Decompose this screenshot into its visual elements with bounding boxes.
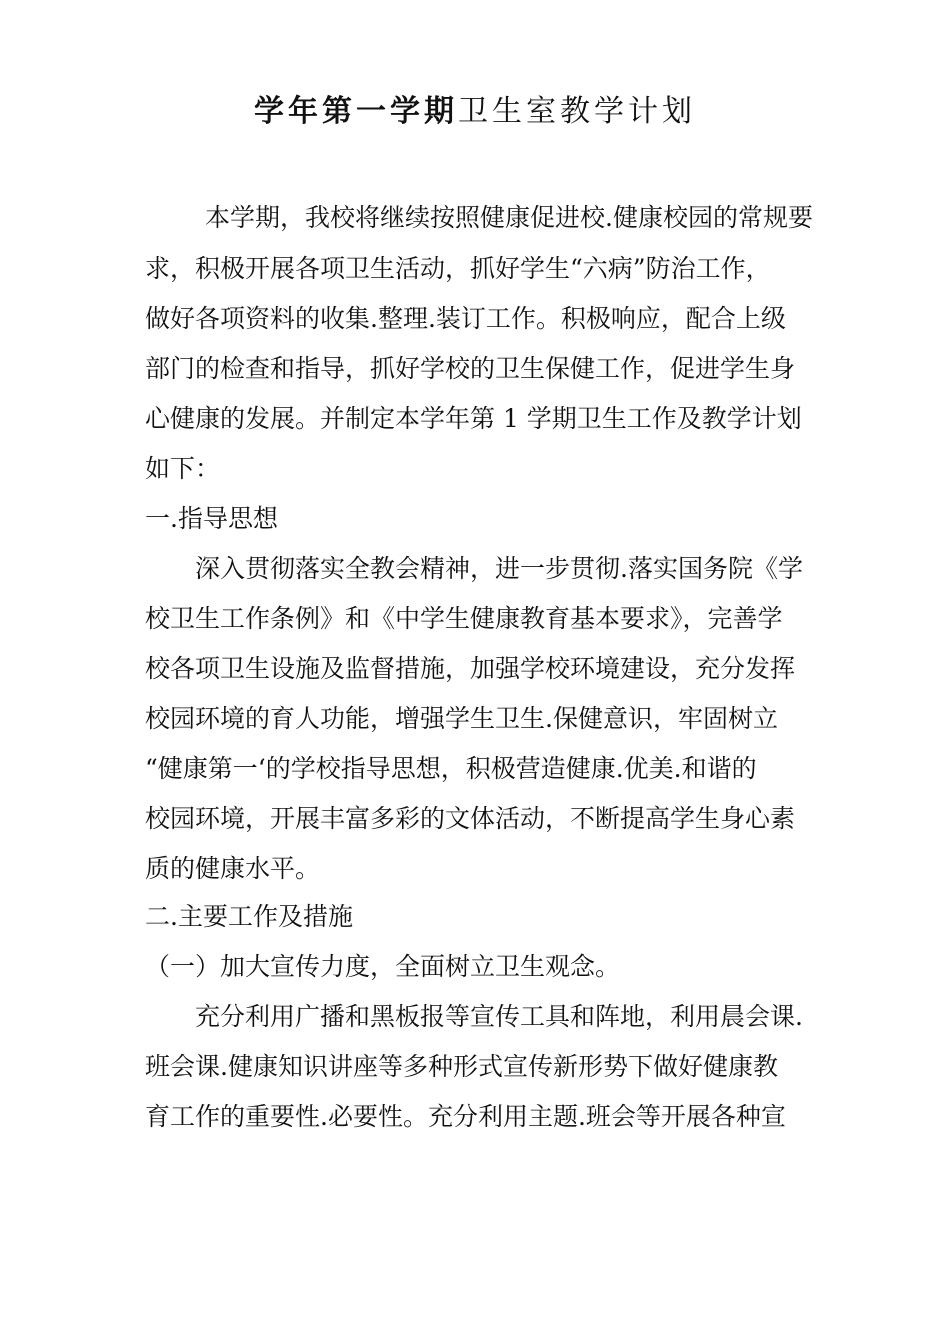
paragraph-line: 校园环境的育人功能，增强学生卫生.保健意识，牢固树立 (145, 704, 778, 733)
paragraph-line: 求，积极开展各项卫生活动，抓好学生“六病”防治工作， (145, 254, 771, 283)
section-heading: 二.主要工作及措施 (145, 902, 353, 931)
paragraph-line: 如下： (145, 454, 221, 483)
paragraph-line: 育工作的重要性.必要性。充分利用主题.班会等开展各种宣 (145, 1102, 786, 1131)
paragraph-line: 校各项卫生设施及监督措施，加强学校环境建设，充分发挥 (145, 654, 796, 683)
paragraph-line: 心健康的发展。并制定本学年第 1 学期卫生工作及教学计划 (145, 404, 802, 433)
title-bold-part: 学年第一学期 (254, 94, 458, 129)
paragraph-line: 校园环境，开展丰富多彩的文体活动，不断提高学生身心素 (145, 804, 796, 833)
paragraph-line: 班会课.健康知识讲座等多种形式宣传新形势下做好健康教 (145, 1052, 778, 1081)
paragraph-line: 质的健康水平。 (145, 854, 321, 883)
paragraph-line: 校卫生工作条例》和《中学生健康教育基本要求》，完善学 (145, 604, 783, 633)
paragraph-line: 做好各项资料的收集.整理.装订工作。积极响应，配合上级 (145, 304, 786, 333)
paragraph-line: 本学期，我校将继续按照健康促进校.健康校园的常规要 (180, 203, 813, 232)
paragraph-line: “健康第一‘的学校指导思想，积极营造健康.优美.和谐的 (145, 754, 757, 783)
title-rest-part: 卫生室教学计划 (458, 94, 696, 129)
subsection-heading: （一）加大宣传力度，全面树立卫生观念。 (145, 952, 621, 981)
section-heading: 一.指导思想 (145, 504, 278, 533)
paragraph-line: 部门的检查和指导，抓好学校的卫生保健工作，促进学生身 (145, 354, 796, 383)
paragraph-line: 深入贯彻落实全教会精神，进一步贯彻.落实国务院《学 (170, 554, 803, 583)
document-title (0, 92, 950, 132)
paragraph-line: 充分利用广播和黑板报等宣传工具和阵地，利用晨会课. (170, 1002, 803, 1031)
